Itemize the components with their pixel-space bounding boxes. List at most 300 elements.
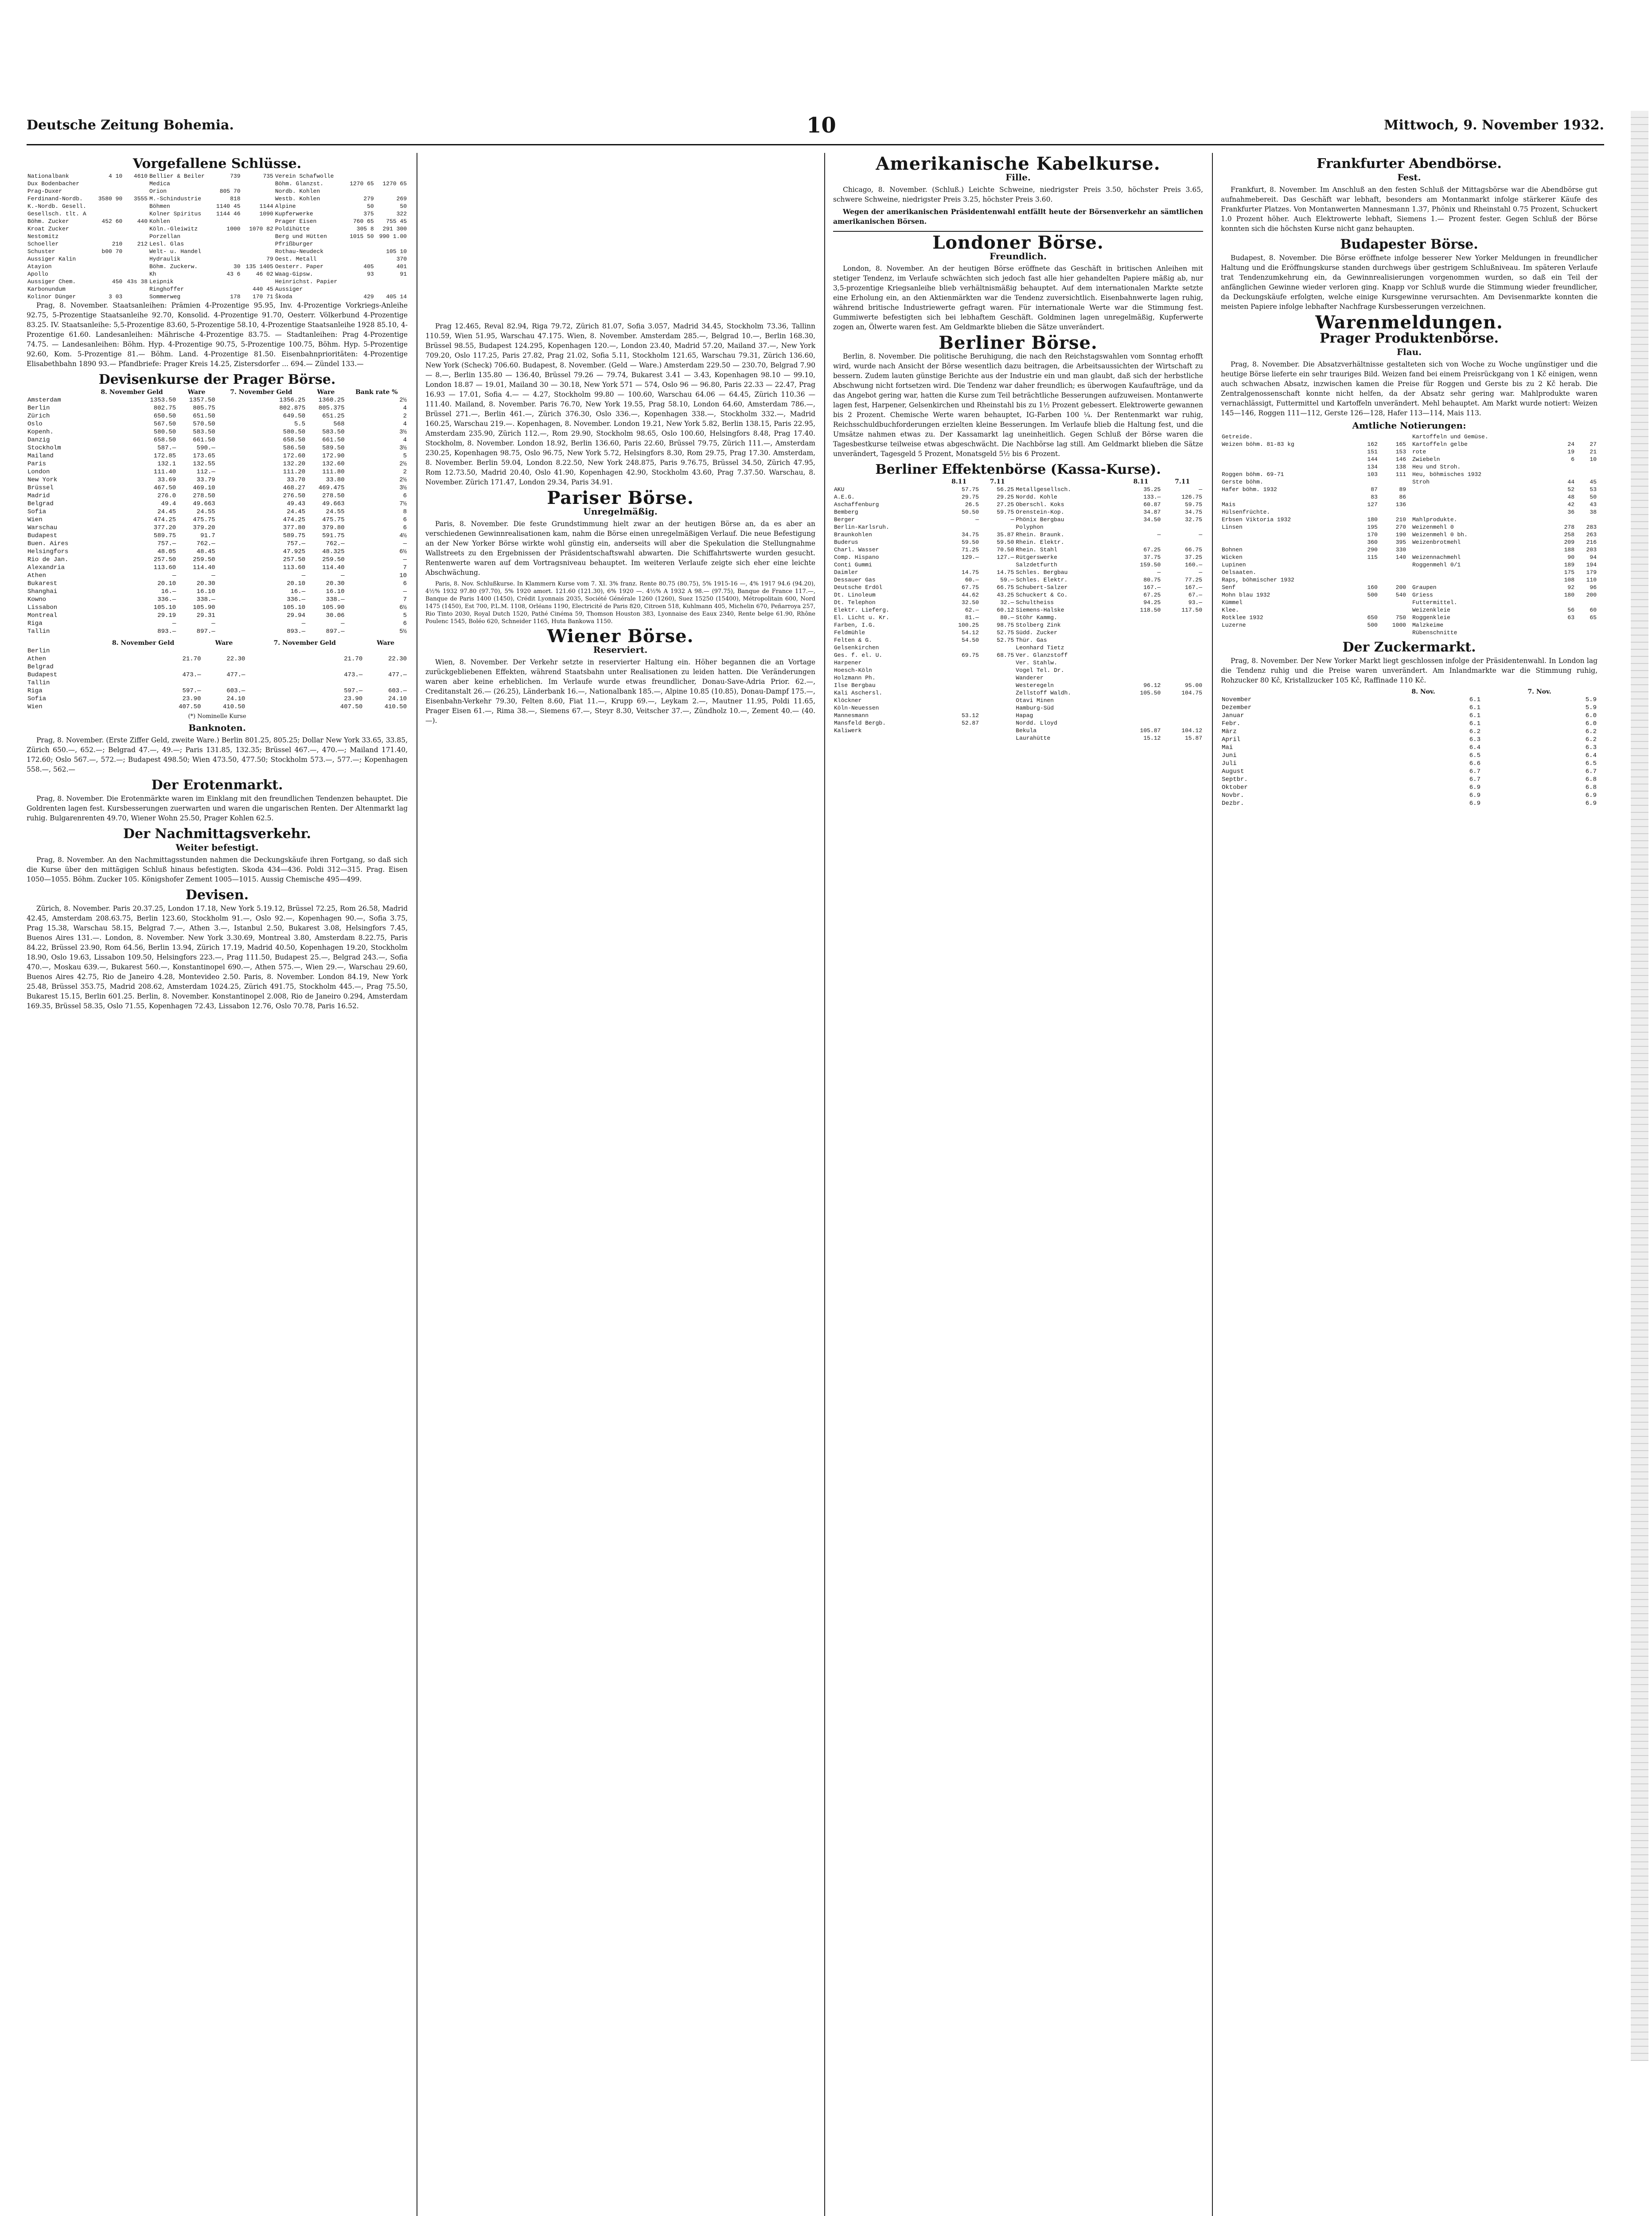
table-row	[1221, 696, 1597, 704]
table-cell: Mai	[1222, 744, 1233, 751]
table-cell: 6.1	[1469, 704, 1481, 711]
table-cell: 86	[1399, 494, 1406, 500]
table-row	[27, 612, 408, 620]
table-cell: August	[1222, 768, 1244, 775]
table-cell	[242, 248, 274, 255]
article-pariser-kurse: Paris, 8. Nov. Schlußkurse. In Klammern Kurse vom 7. XI. 3% franz. Rente 80.75 (80.75), 5% 1915-16 —, 4% 1917 94.6 (94.20), 4½% 1932 97.80 (97.70), 5% 1920 amort. 121.60 (121.30), 6% 1920 —. 4½% A 1932 A 98.— (97.75), Banque de France 117.—, Banque de Paris 1400 (1450), Crédit Lyonnais 2035, Société Générale 1260 (1260), Suez 15250 (15400), Métropolitain 600, Nord 1475 (1450), Est 700, P.L.M. 1108, Orléans 1190, Electricité de Paris 820, Citroen 518, Kuhlmann 405, Michelin 670, Peñarroya 257, Rio Tinto 2030, Royal Dutch 1520, Pathé Cinéma 59, Thomson Houston 383, Lyonnaise des Eaux 2340, Rente belge 61.90, Rhône Poulenc 1545, Boléo 620, Schneider 1165, Huta Bankowa 1150.	[425, 581, 815, 625]
table-cell: Belgrad	[27, 663, 54, 671]
table-cell: 291 300	[382, 226, 407, 232]
table-cell: 30.06	[326, 612, 345, 619]
table-cell: Rhein. Braunk.	[1016, 531, 1064, 538]
table-cell: Kowno	[27, 596, 47, 603]
table-cell: Nordb. Kohlen	[275, 188, 320, 195]
table-cell: Warschau	[27, 524, 58, 531]
table-cell: 475.75	[322, 516, 345, 523]
table-cell: 589.50	[322, 445, 345, 452]
table-cell: Riga	[27, 687, 43, 694]
table-cell: 80.—	[1000, 614, 1014, 621]
table-cell: Dt. Linoleum	[834, 592, 876, 598]
table-row	[1221, 800, 1597, 808]
table-cell: 762.—	[326, 540, 345, 547]
table-cell: 6.8	[1585, 776, 1597, 783]
table-cell: 805 70	[219, 188, 241, 195]
table-row	[27, 516, 408, 524]
table-cell: Rotklee 1932	[1222, 614, 1263, 621]
table-row	[833, 659, 1203, 667]
table-cell: 805.75	[193, 405, 215, 412]
table-cell: 6.2	[1469, 728, 1481, 735]
table-cell: Felten & G.	[834, 637, 872, 644]
table-cell: Schles. Bergbau	[1016, 569, 1068, 576]
article-pariser: Paris, 8. November. Die feste Grundstimmung hielt zwar an der heutigen Börse an, da es aber an verschiedenen Gewinnrealisationen kam, nahm die Börse einen unregelmäßigen Verlauf. Die neue Befestigung an der New Yorker Börse wirkte wohl günstig ein, anderseits will aber die Spekulation die Stellungnahme Wallstreets zu den Ergebnissen der Präsidentschaftswahl abwarten. Die Schiffahrtswerte wurden gesucht. Rentenwerte waren auf dem Vortragsniveau behauptet. Im weiteren Verlaufe zeigte sich eher eine leichte Abschwächung.	[425, 520, 815, 577]
table-cell: Amsterdam	[27, 397, 61, 404]
table-row	[1411, 576, 1597, 584]
table-cell: 173.65	[193, 453, 215, 460]
column-divider	[824, 153, 825, 2216]
table-cell: Klee.	[1222, 607, 1239, 613]
table-row	[1221, 712, 1597, 720]
table-cell: Laurahütte	[1016, 735, 1051, 741]
table-cell: 6	[1571, 456, 1575, 463]
table-row	[27, 460, 408, 468]
table-row	[27, 588, 408, 596]
table-cell: 818	[230, 195, 241, 202]
table-row	[27, 540, 408, 548]
table-cell: El. Licht u. Kr.	[834, 614, 889, 621]
table-cell: Südd. Zucker	[1016, 629, 1057, 636]
table-cell: 160.—	[1184, 562, 1202, 568]
table-cell: 111.80	[322, 468, 345, 476]
table-cell: 59.—	[1000, 577, 1014, 583]
table-cell	[123, 187, 148, 195]
table-row	[27, 203, 408, 210]
article-frankfurter: Frankfurt, 8. November. Im Anschluß an den festen Schluß der Mittagsbörse war die Abendbörse gut aufnahmebereit. Das Geschäft war lebhaft, besonders am Montanmarkt infolge stärkerer Käufe des Frankfurter Platzes. Von Montanwerten Mannesmann 1.37, Phönix und Rheinstahl 0.75 Prozent, Schuckert 1.0 Prozent höher. Auch Elektrowerte lebhaft, Siemens 1.— Prozent fester. Gegen Schluß der Börse konnten sich die höchsten Kurse nicht ganz behaupten.	[1221, 186, 1597, 233]
table-header-cell	[1221, 688, 1365, 696]
table-cell: 2½	[399, 460, 407, 468]
table-cell: 195	[1367, 524, 1378, 531]
table-cell: A.E.G.	[834, 494, 855, 500]
table-cell: 210	[1395, 516, 1406, 523]
table-cell	[346, 240, 375, 248]
table-cell	[1411, 576, 1553, 584]
table-cell: Kartoffeln gelbe	[1412, 441, 1468, 448]
table-row	[1411, 448, 1597, 456]
table-cell: Malzkeime	[1412, 622, 1444, 628]
table-row	[1221, 744, 1597, 752]
table-row	[1221, 768, 1597, 776]
subtitle-amerikanische: Fille.	[1005, 172, 1031, 183]
table-cell	[242, 187, 274, 195]
table-cell: Schles. Elektr.	[1016, 577, 1068, 583]
table-cell	[212, 240, 242, 248]
table-cell: 6.9	[1585, 800, 1597, 807]
table-row	[1221, 554, 1407, 561]
table-cell: Leipnik	[149, 278, 174, 285]
table-row	[27, 404, 408, 412]
table-cell: 360	[1367, 539, 1378, 546]
table-cell: Westeregeln	[1016, 682, 1054, 689]
table-cell: 113.60	[153, 564, 176, 571]
table-cell: 92	[1567, 584, 1575, 591]
table-cell: 290	[1367, 546, 1378, 553]
table-cell: 203	[1586, 546, 1597, 553]
table-cell: 175	[1564, 569, 1575, 576]
table-cell: Köln.-Gleiwitz	[149, 226, 198, 232]
table-row	[1221, 561, 1407, 569]
table-cell: 32.50	[962, 599, 979, 606]
table-cell	[85, 679, 202, 687]
newspaper-title: Deutsche Zeitung Bohemia.	[27, 117, 234, 133]
table-cell: 4½	[399, 532, 407, 539]
table-cell: 990 1.00	[379, 233, 407, 240]
table-cell: 10	[1590, 456, 1597, 463]
table-cell	[1120, 652, 1162, 659]
table-cell	[242, 278, 274, 285]
table-row	[1221, 736, 1597, 744]
section-title-wiener: Wiener Börse.	[547, 626, 694, 647]
table-cell: 2	[403, 413, 407, 420]
table-row	[27, 628, 408, 636]
table-cell: 257.50	[153, 556, 176, 563]
table-cell: 50	[1590, 494, 1597, 500]
table-cell: Riga	[27, 620, 43, 627]
table-cell: Buen. Aires	[27, 540, 69, 547]
table-cell: 48.325	[322, 548, 345, 555]
table-cell: Schoeller	[27, 241, 59, 247]
article-chicago: Chicago, 8. November. (Schluß.) Leichte Schweine, niedrigster Preis 3.50, höchster Preis 3.65, schwere Schweine, niedrigster Preis 3.25, höchster Preis 3.60.	[833, 186, 1203, 203]
table-cell: 66.75	[1184, 546, 1202, 553]
table-cell: 170	[1367, 531, 1378, 538]
table-cell: 134	[1367, 464, 1378, 470]
table-cell: Getreide.	[1222, 433, 1253, 440]
table-cell: Tallin	[27, 628, 50, 635]
table-cell: 179	[1586, 569, 1597, 576]
table-cell	[1221, 493, 1356, 501]
table-cell	[1411, 486, 1553, 493]
table-cell: 54.12	[962, 629, 979, 636]
table-cell: 100.25	[958, 622, 979, 628]
table-cell: Paris	[27, 460, 47, 468]
table-cell	[1161, 538, 1203, 546]
table-row	[1411, 501, 1597, 508]
table-cell: 1270 65	[382, 180, 407, 187]
table-row	[27, 695, 408, 703]
table-cell: Wanderer	[1016, 675, 1044, 681]
table-cell	[1379, 561, 1407, 569]
table-row	[833, 486, 1203, 493]
table-cell: Graupen	[1412, 584, 1437, 591]
table-cell: 67.75	[962, 584, 979, 591]
table-cell: 160	[1367, 584, 1378, 591]
table-cell: 379.80	[322, 524, 345, 531]
table-cell: 760 65	[353, 218, 374, 225]
table-cell: 50	[400, 203, 407, 210]
table-cell: 172.60	[283, 453, 306, 460]
table-cell: Stolberg Zink	[1016, 622, 1061, 628]
table-cell: 10	[399, 572, 407, 579]
table-cell: 469.10	[193, 484, 215, 492]
table-cell: Oest. Metall	[275, 256, 317, 262]
table-cell	[1411, 569, 1553, 576]
section-title-notierungen: Amtliche Notierungen:	[1352, 420, 1466, 431]
table-cell	[980, 697, 1015, 704]
table-row	[1221, 531, 1407, 538]
table-cell: M.-Schindustrie	[149, 195, 202, 202]
table-row	[27, 444, 408, 452]
table-cell	[1161, 704, 1203, 712]
table-cell	[1575, 599, 1597, 606]
table-cell: Sofia	[27, 508, 47, 515]
table-cell: 43.25	[997, 592, 1014, 598]
table-row	[1221, 606, 1407, 614]
table-cell: 591.75	[322, 532, 345, 539]
table-cell: Rhein. Stahl	[1016, 546, 1057, 553]
section-title-banknoten: Banknoten.	[188, 722, 246, 733]
table-cell	[1356, 599, 1379, 606]
table-cell	[980, 523, 1015, 531]
table-cell: 132.20	[283, 460, 306, 468]
table-cell: Böhmen	[149, 203, 170, 210]
table-cell: 467.50	[153, 484, 176, 492]
table-cell: Oslo	[27, 421, 43, 428]
table-cell: Bellier & Beiler	[149, 173, 205, 179]
table-cell: 27	[1590, 441, 1597, 448]
table-row	[1221, 584, 1407, 591]
table-cell: Dessauer Gas	[834, 577, 876, 583]
table-cell: Roggenmehl 0/1	[1412, 562, 1461, 568]
section-title-devisen: Devisen.	[185, 887, 249, 903]
table-cell: 80.75	[1143, 577, 1161, 583]
table-cell: 172.85	[153, 453, 176, 460]
table-cell: 209	[1564, 539, 1575, 546]
table-cell: Welt- u. Handel	[149, 248, 202, 255]
table-cell	[1379, 569, 1407, 576]
table-cell: Comp. Hispano	[834, 554, 879, 561]
table-cell: —	[975, 516, 979, 523]
table-header-cell	[27, 388, 87, 396]
table-row	[27, 436, 408, 444]
table-cell: 6.2	[1585, 728, 1597, 735]
table-cell: 6.4	[1585, 752, 1597, 759]
table-cell: 590.—	[196, 445, 215, 452]
notice-election: Wegen der amerikanischen Präsidentenwahl entfällt heute der Börsenverkehr an sämtlichen amerikanischen Börsen.	[833, 207, 1203, 226]
table-cell: 189	[1564, 562, 1575, 568]
table-cell: 45	[1590, 479, 1597, 485]
article-berliner: Berlin, 8. November. Die politische Beruhigung, die nach den Reichstagswahlen vom Sonntag erhofft wird, wurde nach Ansicht der Börse wesentlich dazu beitragen, die Arbeitsaussichten der Wirtschaft zu bessern. Zudem lauten günstige Berichte aus der Industrie ein und man glaubt, daß sich der herbstliche Abschwung nicht fortsetzen wird. Die Tendenz war daher freundlich; es überwogen Kaufaufträge, und da das Angebot gering war, hatten die Kurse zum Teil beträchtliche Besserungen aufzuweisen. Montanwerte lagen fest, Harpener, Gelsenkirchen und Rheinstahl bis zu 1½ Prozent gebessert. Elektrowerte gewannen bis 2 Prozent. Chemische Werte waren behauptet, IG-Farben 100 ¼. Der Rentenmarkt war ruhig, Reichsschuldbuchforderungen erzielten kleine Besserungen. Im Verlaufe blieb die Haltung fest, und die Umsätze nahmen etwas zu. Der Kassamarkt lag uneinheitlich. Gegen Schluß der Börse waren die Tagesbestkurse teilweise etwas abgeschwächt. Die Nachbörse lag still. Am Geldmarkt blieben die Sätze unverändert, Tagesgeld 5 Prozent, Monatsgeld 5½ bis 6 Prozent.	[833, 352, 1203, 458]
table-cell: 4	[403, 421, 407, 428]
table-cell: 170 71	[252, 293, 273, 300]
table-cell: 16.—	[161, 588, 176, 595]
table-cell: 200	[1586, 592, 1597, 598]
table-cell: 4	[403, 437, 407, 444]
table-cell	[1356, 433, 1379, 441]
table-cell: 94.25	[1143, 599, 1161, 606]
section-title-amerikanische: Amerikanische Kabelkurse.	[876, 153, 1161, 174]
table-row	[833, 614, 1203, 621]
table-cell	[123, 270, 148, 278]
table-cell: 6.7	[1469, 768, 1481, 775]
table-cell	[1553, 516, 1575, 523]
table-cell: 36	[1567, 509, 1575, 515]
table-cell: 540	[1395, 592, 1406, 598]
table-cell: 98.75	[997, 622, 1014, 628]
table-cell: AKU	[834, 486, 845, 493]
table-cell: Verein Schafwolle	[275, 173, 334, 179]
table-cell: 473.—	[182, 671, 201, 679]
table-cell: Helsingfors	[27, 548, 69, 555]
table-cell: Athen	[27, 572, 47, 579]
table-cell: Zwiebeln	[1412, 456, 1440, 463]
table-row	[27, 703, 408, 711]
table-cell: 1000	[226, 226, 241, 232]
table-cell	[1379, 606, 1407, 614]
table-row	[1221, 516, 1407, 523]
table-cell: 42	[1567, 501, 1575, 508]
table-row	[833, 621, 1203, 629]
table-cell: Kaliwerk	[834, 727, 862, 734]
table-cell: 162	[1367, 441, 1378, 448]
table-row	[1221, 471, 1407, 478]
table-cell: 8	[403, 508, 407, 515]
table-cell: 16.—	[290, 588, 306, 595]
section-title-budapester: Budapester Börse.	[1340, 237, 1478, 252]
table-cell: 2½	[399, 476, 407, 484]
table-row	[27, 278, 408, 285]
table-cell	[246, 679, 363, 687]
table-cell: 1144 46	[216, 211, 241, 217]
table-cell	[123, 248, 148, 255]
table-row	[1221, 704, 1597, 712]
table-row	[1411, 441, 1597, 448]
table-cell: 136	[1395, 501, 1406, 508]
table-cell: Atayion	[27, 263, 52, 270]
table-cell	[212, 233, 242, 240]
table-row	[27, 248, 408, 255]
table-cell: Wien	[27, 703, 43, 710]
section-title-frankfurter: Frankfurter Abendbörse.	[1317, 156, 1502, 172]
table-cell: 474.25	[153, 516, 176, 523]
table-cell: 405 14	[386, 293, 407, 300]
table-cell: 93.—	[1188, 599, 1202, 606]
table-cell: Mahlprodukte.	[1412, 516, 1457, 523]
table-cell	[1221, 448, 1356, 456]
table-cell	[1120, 636, 1162, 644]
table-cell	[1356, 606, 1379, 614]
table-cell	[1553, 629, 1575, 636]
table-row	[27, 484, 408, 492]
table-cell: Phönix Bergbau	[1016, 516, 1064, 523]
table-row	[833, 667, 1203, 674]
table-cell: Mansfeld Bergb.	[834, 720, 886, 726]
table-row	[27, 293, 408, 300]
table-cell: 33.80	[326, 476, 345, 484]
table-cell: 210	[112, 241, 123, 247]
table-cell: 580.50	[283, 429, 306, 436]
table-cell: 16.10	[326, 588, 345, 595]
table-cell: —	[1199, 569, 1202, 576]
table-row	[1221, 614, 1407, 621]
table-cell: 278.50	[322, 492, 345, 499]
nominal-rates-table	[27, 639, 408, 711]
table-cell	[212, 278, 242, 285]
table-cell: 104.75	[1181, 690, 1202, 696]
table-cell: Weizenmehl 0	[1412, 524, 1454, 531]
table-cell: 5	[403, 612, 407, 619]
table-cell: 16.10	[196, 588, 215, 595]
table-cell: 20.30	[196, 580, 215, 587]
table-cell	[85, 663, 202, 671]
table-cell: 259.50	[322, 556, 345, 563]
table-cell	[1575, 621, 1597, 629]
table-cell: 375	[363, 211, 374, 217]
table-row	[27, 532, 408, 540]
divider	[833, 231, 1203, 232]
table-cell: Heu und Stroh.	[1412, 464, 1461, 470]
section-title-londoner: Londoner Börse.	[932, 232, 1104, 253]
table-cell: Schuster	[27, 248, 55, 255]
table-cell: 34.87	[1143, 509, 1161, 515]
table-cell: Aussiger	[275, 286, 303, 293]
table-row	[1221, 441, 1407, 448]
table-cell: Montreal	[27, 612, 58, 619]
table-header-cell: Ware	[215, 640, 233, 647]
table-cell: Buderus	[834, 539, 858, 546]
table-cell: Oelsaaten.	[1222, 569, 1257, 576]
table-cell: London	[27, 468, 50, 476]
table-cell: 200	[1395, 584, 1406, 591]
table-cell: 1360.25	[318, 397, 345, 404]
table-cell: Medica	[149, 180, 170, 187]
table-row	[833, 531, 1203, 538]
table-cell: 6.8	[1585, 784, 1597, 791]
table-row	[27, 218, 408, 225]
table-cell: 6.9	[1469, 800, 1481, 807]
table-row	[27, 240, 408, 248]
table-cell	[980, 674, 1015, 682]
table-cell: 3 03	[108, 293, 123, 300]
table-cell: 469.475	[318, 484, 345, 492]
table-row	[833, 689, 1203, 697]
table-cell	[94, 233, 124, 240]
subtitle-frankfurter: Fest.	[1397, 172, 1421, 183]
table-cell: 5½	[399, 628, 407, 635]
section-title-devisenkurse: Devisenkurse der Prager Börse.	[98, 372, 336, 387]
table-cell: Hafer böhm. 1932	[1222, 486, 1277, 493]
table-cell: 452 60	[101, 218, 123, 225]
table-row	[1221, 463, 1407, 471]
table-cell	[346, 255, 375, 263]
table-cell	[980, 704, 1015, 712]
table-cell	[980, 712, 1015, 719]
table-header-cell	[27, 639, 85, 647]
table-cell	[1575, 463, 1597, 471]
table-cell: 276.0	[157, 492, 176, 499]
table-cell: 6.9	[1469, 792, 1481, 799]
table-cell: 114.40	[193, 564, 215, 571]
table-cell: Weizenbrotmehl	[1412, 539, 1461, 546]
table-cell: 48.05	[157, 548, 176, 555]
table-cell	[1379, 599, 1407, 606]
table-header-cell: 8.11	[951, 478, 967, 485]
table-cell: 59.75	[1184, 501, 1202, 508]
table-cell	[938, 689, 980, 697]
table-cell: 7	[403, 564, 407, 571]
table-row	[27, 564, 408, 572]
table-cell: 114.40	[322, 564, 345, 571]
table-cell: Otavi Minen	[1016, 697, 1054, 704]
section-title-zuckermarkt: Der Zuckermarkt.	[1342, 640, 1476, 655]
table-cell: 49.43	[287, 500, 306, 507]
